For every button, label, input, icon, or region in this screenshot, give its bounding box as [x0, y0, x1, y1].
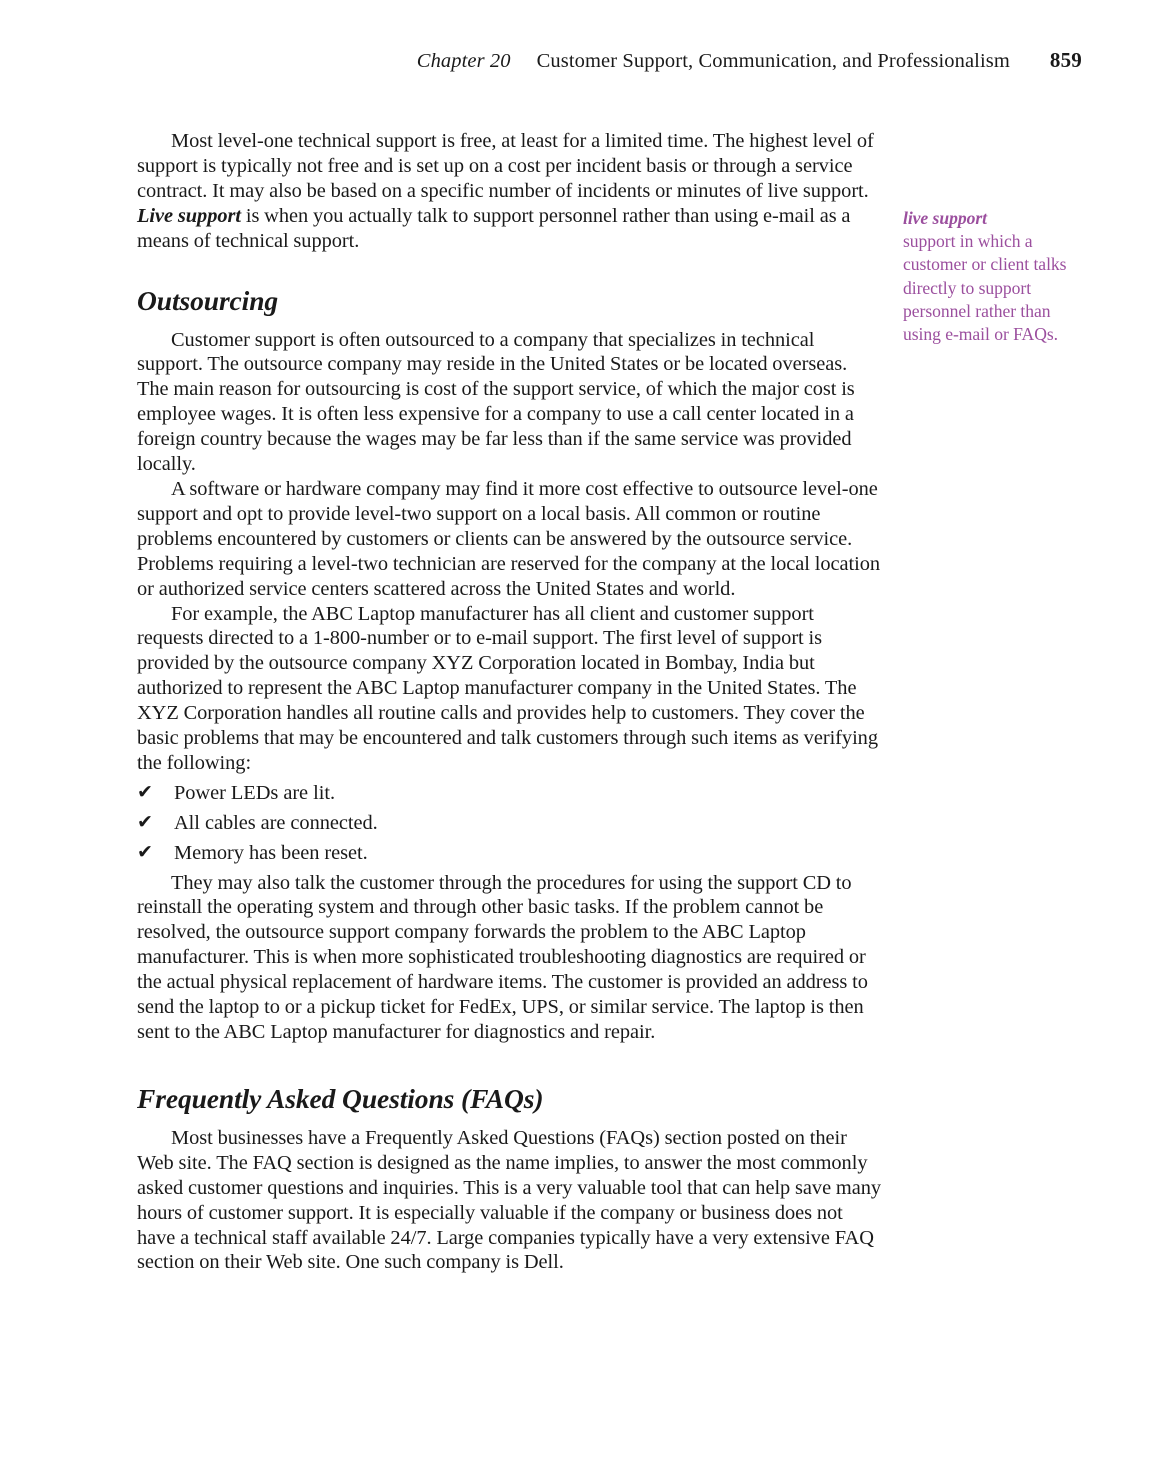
margin-glossary-note: [903, 207, 1083, 346]
checkmark-icon: ✔: [137, 810, 153, 833]
main-text-column: [137, 129, 883, 1275]
section-heading-faqs: Frequently Asked Questions (FAQs): [137, 1082, 544, 1114]
list-item-label: All cables are connected.: [174, 811, 378, 834]
running-head-chapter: Chapter 20: [416, 50, 511, 72]
list-item-label: Memory has been reset.: [174, 841, 368, 864]
paragraph-level-split: A software or hardware company may find it more cost effective to outsource level-one support and opt to provide level-two support on a local basis. All common or routine problems encountered by customers or clients can be answered by the outsource service. Problems requiring a level-two technician are reserved for the company at the local location or authorized service centers scattered across the United States and world.: [137, 477, 880, 600]
section-heading-outsourcing: Outsourcing: [137, 284, 279, 316]
checkmark-icon: ✔: [137, 840, 153, 863]
paragraph-text-part-1: Most level-one technical support is free, at least for a limited time. The highest level of support is typically not free and is set up on a cost per incident basis or through a service contract. It may also be based on a specific number of incidents or minutes of live support.: [137, 130, 874, 202]
list-item-label: Power LEDs are lit.: [174, 781, 336, 804]
list-item: [137, 841, 883, 866]
paragraph-outsourcing-overview: Customer support is often outsourced to a company that specializes in technical support. The outsource company may reside in the United States or be located overseas. The main reason for outsourcing is cost of the support service, of which the major cost is employee wages. It is often less expensive for a company to use a call center located in a foreign country because the wages may be far less than if the same service was provided locally.: [137, 328, 855, 476]
inline-defined-term: Live support: [137, 204, 241, 227]
paragraph-text-part-2: is when you actually talk to support personnel rather than using e-mail as a means of technical support.: [137, 204, 851, 252]
paragraph-abc-laptop-example: For example, the ABC Laptop manufacturer has all client and customer support requests directed to a 1-800-number or to e-mail support. The first level of support is provided by the outsource company XYZ Corporation located in Bombay, India but authorized to represent the ABC Laptop manufacturer company in the United States. The XYZ Corporation handles all routine calls and provides help to customers. They cover the basic problems that may be encountered and talk customers through such items as verifying the following:: [137, 602, 878, 774]
list-item: [137, 811, 883, 836]
checkmark-icon: ✔: [137, 780, 153, 803]
paragraph-faq-overview: Most businesses have a Frequently Asked Questions (FAQs) section posted on their Web site. The FAQ section is designed as the name implies, to answer the most commonly asked customer questions and inquiries. This is a very valuable tool that can help save many hours of customer support. It is especially valuable if the company or business does not have a technical staff available 24/7. Large companies typically have a very extensive FAQ section on their Web site. One such company is Dell.: [137, 1126, 882, 1274]
running-head-title: Customer Support, Communication, and Professionalism: [536, 50, 1010, 72]
paragraph-level-one-support: [137, 129, 883, 254]
page-number: 859: [1049, 48, 1082, 72]
running-head: [137, 48, 1082, 78]
glossary-definition: support in which a customer or client talks directly to support personnel rather than using e-mail or FAQs.: [903, 231, 1067, 345]
glossary-term: live support: [903, 208, 987, 228]
paragraph-escalation-process: They may also talk the customer through the procedures for using the support CD to reinstall the operating system and through other basic tasks. If the problem cannot be resolved, the outsource support company forwards the problem to the ABC Laptop manufacturer. This is when more sophisticated troubleshooting diagnostics are required or the actual physical replacement of hardware items. The customer is provided an address to send the laptop to or a pickup ticket for FedEx, UPS, or similar service. The laptop is then sent to the ABC Laptop manufacturer for diagnostics and repair.: [137, 871, 868, 1043]
list-item: [137, 781, 883, 806]
verification-checklist: [137, 781, 883, 866]
